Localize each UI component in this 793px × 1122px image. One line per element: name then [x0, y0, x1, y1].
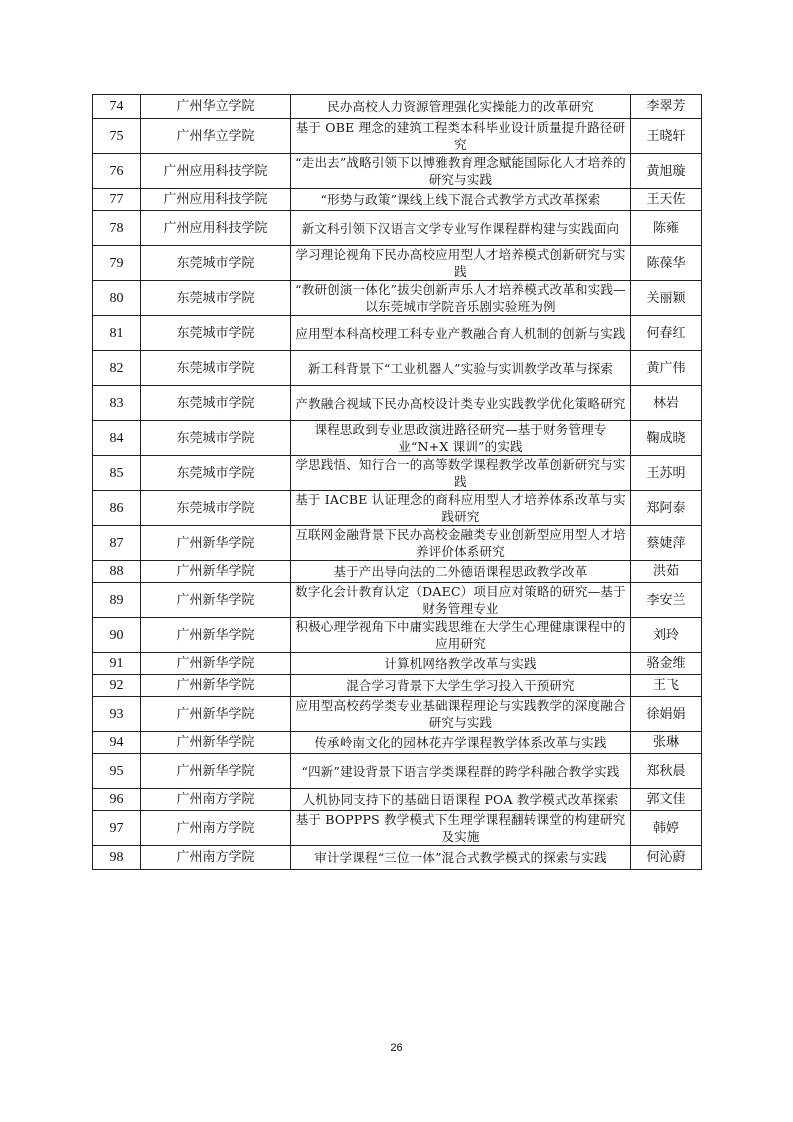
project-title-cell: 混合学习背景下大学生学习投入干预研究 [291, 675, 631, 697]
table-row [93, 583, 702, 618]
table-row [93, 189, 702, 211]
table-row [93, 456, 702, 491]
table-row [93, 491, 702, 526]
project-title-cell: “形势与政策”课线上线下混合式教学方式改革探索 [291, 189, 631, 211]
project-title-cell: “四新”建设背景下语言学类课程群的跨学科融合教学实践 [291, 754, 631, 789]
table-row [93, 561, 702, 583]
row-number-cell: 81 [93, 316, 141, 351]
school-name-cell: 东莞城市学院 [141, 316, 291, 351]
row-number-cell: 74 [93, 95, 141, 119]
school-name-cell: 东莞城市学院 [141, 386, 291, 421]
school-name-cell: 广州新华学院 [141, 653, 291, 675]
school-name-cell: 广州新华学院 [141, 526, 291, 561]
school-name-cell: 东莞城市学院 [141, 351, 291, 386]
table-row [93, 653, 702, 675]
project-leader-cell: 骆金维 [631, 653, 702, 675]
project-leader-cell: 刘玲 [631, 618, 702, 653]
table-row [93, 351, 702, 386]
project-title-cell: 新工科背景下“工业机器人”实验与实训教学改革与探索 [291, 351, 631, 386]
school-name-cell: 广州新华学院 [141, 675, 291, 697]
project-title-cell: 计算机网络教学改革与实践 [291, 653, 631, 675]
project-leader-cell: 李安兰 [631, 583, 702, 618]
table-body [93, 95, 702, 870]
project-title-cell: 学思践悟、知行合一的高等数学课程教学改革创新研究与实践 [291, 456, 631, 491]
school-name-cell: 东莞城市学院 [141, 281, 291, 316]
project-title-cell: 互联网金融背景下民办高校金融类专业创新型应用型人才培养评价体系研究 [291, 526, 631, 561]
project-list-table [92, 94, 702, 870]
row-number-cell: 83 [93, 386, 141, 421]
school-name-cell: 东莞城市学院 [141, 456, 291, 491]
row-number-cell: 85 [93, 456, 141, 491]
project-title-cell: 传承岭南文化的园林花卉学课程教学体系改革与实践 [291, 732, 631, 754]
school-name-cell: 广州新华学院 [141, 561, 291, 583]
project-title-cell: “教研创演一体化”拔尖创新声乐人才培养模式改革和实践—以东莞城市学院音乐剧实验班为例 [291, 281, 631, 316]
table-row [93, 789, 702, 811]
school-name-cell: 广州应用科技学院 [141, 154, 291, 189]
project-leader-cell: 王飞 [631, 675, 702, 697]
project-title-cell: 基于产出导向法的二外德语课程思政教学改革 [291, 561, 631, 583]
school-name-cell: 广州新华学院 [141, 618, 291, 653]
row-number-cell: 77 [93, 189, 141, 211]
project-title-cell: 人机协同支持下的基础日语课程 POA 教学模式改革探索 [291, 789, 631, 811]
table-row [93, 846, 702, 870]
table-row [93, 421, 702, 456]
project-title-cell: 基于 OBE 理念的建筑工程类本科毕业设计质量提升路径研究 [291, 119, 631, 154]
row-number-cell: 86 [93, 491, 141, 526]
school-name-cell: 广州新华学院 [141, 697, 291, 732]
table-row [93, 618, 702, 653]
table-row [93, 732, 702, 754]
school-name-cell: 广州南方学院 [141, 789, 291, 811]
school-name-cell: 广州应用科技学院 [141, 211, 291, 246]
project-title-cell: 基于 BOPPPS 教学模式下生理学课程翻转课堂的构建研究及实施 [291, 811, 631, 846]
project-leader-cell: 林岩 [631, 386, 702, 421]
school-name-cell: 广州华立学院 [141, 119, 291, 154]
project-leader-cell: 蔡婕萍 [631, 526, 702, 561]
project-title-cell: 应用型高校药学类专业基础课程理论与实践教学的深度融合研究与实践 [291, 697, 631, 732]
project-title-cell: 课程思政到专业思政演进路径研究—基于财务管理专业“N+X 课训”的实践 [291, 421, 631, 456]
school-name-cell: 东莞城市学院 [141, 246, 291, 281]
project-leader-cell: 张琳 [631, 732, 702, 754]
project-title-cell: 应用型本科高校理工科专业产教融合育人机制的创新与实践 [291, 316, 631, 351]
school-name-cell: 东莞城市学院 [141, 491, 291, 526]
table-row [93, 211, 702, 246]
row-number-cell: 94 [93, 732, 141, 754]
school-name-cell: 广州华立学院 [141, 95, 291, 119]
project-title-cell: 产教融合视域下民办高校设计类专业实践教学优化策略研究 [291, 386, 631, 421]
project-leader-cell: 黄旭璇 [631, 154, 702, 189]
school-name-cell: 广州南方学院 [141, 846, 291, 870]
page-number: 26 [390, 1042, 403, 1054]
project-title-cell: 积极心理学视角下中庸实践思维在大学生心理健康课程中的应用研究 [291, 618, 631, 653]
table-row [93, 316, 702, 351]
project-leader-cell: 郭文佳 [631, 789, 702, 811]
project-title-cell: 基于 IACBE 认证理念的商科应用型人才培养体系改革与实践研究 [291, 491, 631, 526]
school-name-cell: 广州南方学院 [141, 811, 291, 846]
school-name-cell: 广州应用科技学院 [141, 189, 291, 211]
project-leader-cell: 李翠芳 [631, 95, 702, 119]
project-leader-cell: 王苏明 [631, 456, 702, 491]
table-row [93, 675, 702, 697]
row-number-cell: 79 [93, 246, 141, 281]
row-number-cell: 98 [93, 846, 141, 870]
row-number-cell: 82 [93, 351, 141, 386]
project-leader-cell: 徐娟娟 [631, 697, 702, 732]
project-leader-cell: 郑秋晨 [631, 754, 702, 789]
table-row [93, 119, 702, 154]
table-row [93, 281, 702, 316]
project-leader-cell: 郑阿泰 [631, 491, 702, 526]
row-number-cell: 87 [93, 526, 141, 561]
table-row [93, 95, 702, 119]
project-leader-cell: 王天佐 [631, 189, 702, 211]
row-number-cell: 84 [93, 421, 141, 456]
row-number-cell: 88 [93, 561, 141, 583]
row-number-cell: 90 [93, 618, 141, 653]
project-leader-cell: 关丽颖 [631, 281, 702, 316]
table-row [93, 154, 702, 189]
row-number-cell: 80 [93, 281, 141, 316]
project-title-cell: 数字化会计教育认定（DAEC）项目应对策略的研究—基于财务管理专业 [291, 583, 631, 618]
school-name-cell: 东莞城市学院 [141, 421, 291, 456]
project-leader-cell: 陈雍 [631, 211, 702, 246]
table-row [93, 526, 702, 561]
row-number-cell: 89 [93, 583, 141, 618]
project-title-cell: “走出去”战略引领下以博雅教育理念赋能国际化人才培养的研究与实践 [291, 154, 631, 189]
project-title-cell: 新文科引领下汉语言文学专业写作课程群构建与实践面向 [291, 211, 631, 246]
table-row [93, 246, 702, 281]
project-leader-cell: 黄广伟 [631, 351, 702, 386]
project-leader-cell: 洪茹 [631, 561, 702, 583]
project-leader-cell: 鞠成晓 [631, 421, 702, 456]
project-leader-cell: 陈葆华 [631, 246, 702, 281]
table-row [93, 811, 702, 846]
project-title-cell: 学习理论视角下民办高校应用型人才培养模式创新研究与实践 [291, 246, 631, 281]
project-leader-cell: 何沁蔚 [631, 846, 702, 870]
table-row [93, 697, 702, 732]
project-title-cell: 民办高校人力资源管理强化实操能力的改革研究 [291, 95, 631, 119]
school-name-cell: 广州新华学院 [141, 754, 291, 789]
project-leader-cell: 王晓轩 [631, 119, 702, 154]
row-number-cell: 93 [93, 697, 141, 732]
row-number-cell: 78 [93, 211, 141, 246]
row-number-cell: 97 [93, 811, 141, 846]
school-name-cell: 广州新华学院 [141, 732, 291, 754]
table-row [93, 386, 702, 421]
school-name-cell: 广州新华学院 [141, 583, 291, 618]
row-number-cell: 91 [93, 653, 141, 675]
row-number-cell: 96 [93, 789, 141, 811]
project-leader-cell: 何春红 [631, 316, 702, 351]
row-number-cell: 92 [93, 675, 141, 697]
table-row [93, 754, 702, 789]
row-number-cell: 75 [93, 119, 141, 154]
project-title-cell: 审计学课程“三位一体”混合式教学模式的探索与实践 [291, 846, 631, 870]
project-leader-cell: 韩婷 [631, 811, 702, 846]
row-number-cell: 95 [93, 754, 141, 789]
row-number-cell: 76 [93, 154, 141, 189]
